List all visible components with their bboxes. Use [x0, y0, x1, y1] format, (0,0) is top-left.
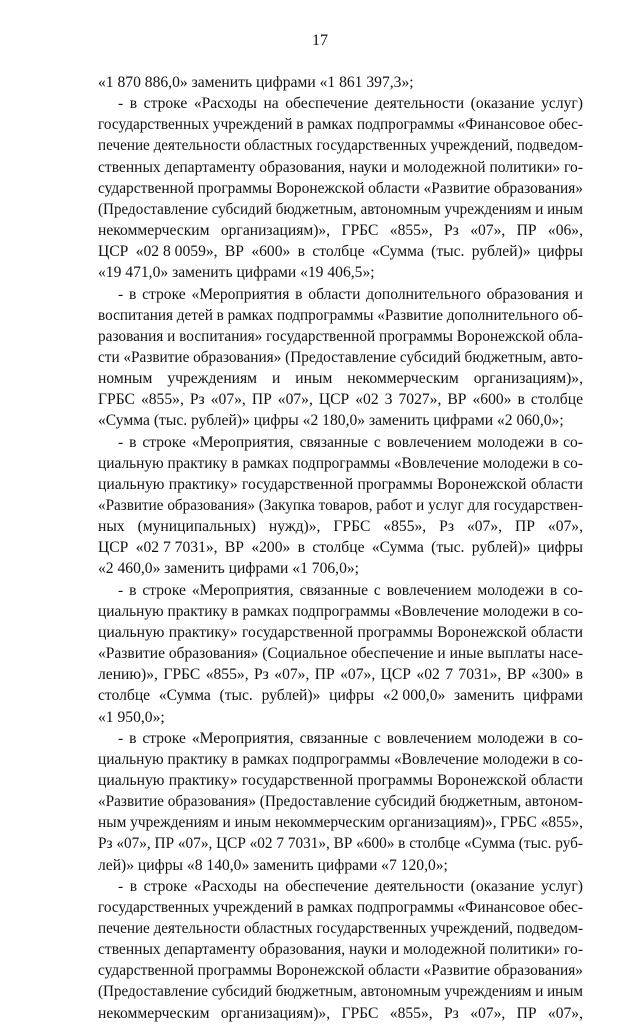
text-line: [0, 242, 640, 262]
text-segment: иным: [295, 370, 333, 388]
text-segment: рублей)»: [261, 687, 321, 705]
page-number: 17: [312, 32, 328, 49]
text-segment: некоммерческим: [98, 1004, 210, 1022]
text-line: [0, 771, 640, 791]
text-line: [0, 285, 640, 305]
text-segment: циальную практику в рамках подпрограммы «Вовлечение молодежи в со-: [98, 750, 583, 768]
text-segment: некоммерческим: [347, 370, 459, 388]
text-segment: сударственной программы Воронежской области «Развитие образования»: [98, 962, 583, 980]
text-line: [0, 348, 640, 368]
text-segment: ЦСР: [98, 539, 129, 557]
text-line: [0, 792, 640, 812]
text-segment: ным учреждениям и иным некоммерческим организациям)», ГРБС «855»,: [98, 814, 583, 832]
text-segment: «Развитие образования» (Закупка товаров, работ и услуг для государствен-: [98, 497, 583, 514]
text-segment: рублей)»: [471, 539, 531, 557]
text-segment: циальную практику» государственной программы Воронежской области: [98, 475, 583, 493]
text-segment: «Сумма: [158, 687, 211, 705]
text-line: [0, 602, 640, 622]
text-segment: (Предоставление субсидий бюджетным, автономным учреждениям и иным: [98, 200, 583, 218]
text-line: [0, 390, 640, 410]
text-line: [0, 115, 640, 135]
text-segment: - в строке «Мероприятия в области дополнительного образования и: [118, 285, 583, 303]
text-segment: Рз: [444, 1004, 459, 1022]
text-segment: - в строке «Мероприятия, связанные с вовлечением молодежи в со-: [118, 433, 583, 451]
text-segment: организациям)»,: [220, 1004, 331, 1022]
text-segment: государственных учреждений в рамках подпрограммы «Финансовое обес-: [98, 116, 583, 134]
text-line: [0, 644, 640, 664]
text-segment: ПР: [515, 518, 535, 536]
text-segment: «07»,: [470, 1004, 506, 1022]
text-segment: (муниципальных): [137, 518, 256, 536]
text-segment: «1 870 886,0» заменить цифрами «1 861 397,3»;: [98, 74, 414, 91]
text-segment: «Развитие образования» (Социальное обеспечение и иные выплаты насе-: [98, 645, 583, 663]
text-segment: государственных учреждений в рамках подпрограммы «Финансовое обес-: [98, 898, 583, 916]
text-segment: ственных департаменту образования, науки и молодежной политики» го-: [98, 158, 583, 176]
text-segment: печение деятельности областных государственных учреждений, подведом-: [98, 920, 583, 937]
text-segment: в: [297, 539, 306, 557]
text-segment: разования и воспитания» государственной программы Воронежской обла-: [98, 327, 583, 345]
text-segment: «600»: [251, 243, 291, 261]
text-segment: цифры: [537, 243, 583, 261]
text-line: [0, 834, 640, 854]
text-segment: ных: [98, 518, 125, 536]
text-line: [0, 686, 640, 706]
text-segment: (тыс.: [219, 687, 253, 705]
text-segment: (Предоставление субсидий бюджетным, автономным учреждениям и иным: [98, 983, 583, 1001]
text-segment: «07»,: [470, 222, 506, 240]
text-line: [0, 940, 640, 960]
text-segment: ПР: [516, 1004, 537, 1022]
text-segment: номным: [98, 370, 153, 388]
text-segment: «Сумма (тыс. рублей)» цифры «2 180,0» заменить цифрами «2 060,0»;: [98, 412, 564, 430]
text-segment: «Сумма: [371, 243, 424, 261]
text-line: [0, 306, 640, 326]
text-segment: (тыс.: [431, 243, 465, 261]
text-segment: ПР: [516, 222, 537, 240]
text-segment: «2 460,0» заменить цифрами «1 706,0»;: [98, 560, 359, 578]
text-line: [0, 200, 640, 220]
text-segment: в: [297, 243, 306, 261]
text-line: [0, 158, 640, 178]
text-segment: Рз: [444, 222, 459, 240]
text-line: [0, 136, 640, 156]
text-line: [0, 750, 640, 770]
text-segment: циальную практику в рамках подпрограммы «Вовлечение молодежи в со-: [98, 602, 583, 620]
text-segment: «2 000,0»: [382, 687, 446, 705]
text-segment: «1 950,0»;: [98, 708, 165, 726]
text-segment: столбце: [312, 243, 365, 261]
text-segment: «07»,: [547, 518, 583, 536]
text-segment: заменить: [454, 687, 515, 705]
text-segment: «Развитие образования» (Предоставление субсидий бюджетным, автоном-: [98, 793, 583, 811]
text-segment: «02 7 7031»,: [135, 539, 218, 557]
text-line: [0, 708, 640, 728]
text-segment: «07»,: [466, 518, 503, 536]
text-segment: воспитания детей в рамках подпрограммы «Развитие дополнительного об-: [98, 306, 583, 324]
text-line: [0, 982, 640, 1002]
text-segment: цифры: [537, 539, 583, 557]
text-segment: лей)» цифры «8 140,0» заменить цифрами «7 120,0»;: [98, 856, 448, 874]
text-segment: «855»,: [389, 1004, 433, 1022]
text-segment: ВР: [224, 243, 244, 261]
text-line: [0, 433, 640, 453]
text-line: [0, 1004, 640, 1024]
text-line: [0, 94, 640, 114]
text-segment: печение деятельности областных государственных учреждений, подведом-: [98, 137, 583, 155]
text-line: [0, 898, 640, 918]
text-line: [0, 877, 640, 897]
text-line: [0, 961, 640, 981]
text-segment: организациям)»,: [473, 370, 583, 388]
text-line: [0, 729, 640, 749]
text-segment: «200»: [251, 539, 291, 557]
text-segment: нужд)»,: [268, 518, 321, 536]
text-line: [0, 496, 640, 516]
text-segment: ВР: [224, 539, 244, 557]
text-segment: цифры: [329, 687, 375, 705]
text-segment: (тыс.: [431, 539, 465, 557]
text-line: [0, 263, 640, 283]
text-segment: «06»,: [547, 222, 583, 240]
text-segment: - в строке «Расходы на обеспечение деятельности (оказание услуг): [118, 877, 583, 895]
text-segment: цифрами: [523, 687, 583, 705]
text-line: [0, 559, 640, 579]
text-line: [0, 517, 640, 537]
text-segment: ГРБС: [333, 518, 371, 536]
text-segment: рублей)»: [471, 243, 531, 261]
text-segment: циальную практику в рамках подпрограммы «Вовлечение молодежи в со-: [98, 454, 583, 472]
text-segment: и: [271, 370, 281, 388]
text-segment: «02 8 0059»,: [135, 243, 218, 261]
text-line: [0, 856, 640, 876]
text-line: [0, 73, 640, 93]
text-line: [0, 327, 640, 347]
text-segment: Рз: [439, 518, 454, 536]
text-segment: столбце: [312, 539, 365, 557]
text-segment: «19 471,0» заменить цифрами «19 406,5»;: [98, 264, 375, 282]
text-segment: - в строке «Расходы на обеспечение деятельности (оказание услуг): [118, 95, 583, 113]
text-segment: ственных департаменту образования, науки и молодежной политики» го-: [98, 941, 583, 959]
text-segment: ГРБС «855», Рз «07», ПР «07», ЦСР «02 3 7027», ВР «600» в столбце: [98, 391, 583, 409]
text-segment: - в строке «Мероприятия, связанные с вовлечением молодежи в со-: [118, 729, 583, 747]
text-segment: - в строке «Мероприятия, связанные с вовлечением молодежи в со-: [118, 581, 583, 599]
text-segment: учреждениям: [167, 370, 258, 388]
text-line: [0, 411, 640, 431]
text-segment: «855»,: [389, 222, 433, 240]
text-segment: организациям)»,: [220, 222, 331, 240]
text-line: [0, 581, 640, 601]
text-segment: «07»,: [547, 1004, 583, 1022]
text-segment: лению)», ГРБС «855», Рз «07», ПР «07», ЦСР «02 7 7031», ВР «300» в: [98, 666, 583, 684]
text-segment: сударственной программы Воронежской области «Развитие образования»: [98, 179, 583, 197]
text-line: [0, 475, 640, 495]
text-segment: столбце: [98, 687, 151, 705]
text-segment: ГРБС: [341, 1004, 379, 1022]
text-segment: «Сумма: [371, 539, 424, 557]
text-segment: ГРБС: [341, 222, 379, 240]
text-line: [0, 221, 640, 241]
text-line: [0, 665, 640, 685]
text-line: [0, 813, 640, 833]
text-segment: «855»,: [383, 518, 427, 536]
text-line: [0, 623, 640, 643]
text-line: [0, 919, 640, 939]
text-segment: ЦСР: [98, 243, 129, 261]
text-segment: некоммерческим: [98, 222, 210, 240]
text-line: [0, 179, 640, 199]
text-segment: циальную практику» государственной программы Воронежской области: [98, 771, 583, 789]
text-line: [0, 538, 640, 558]
text-line: [0, 454, 640, 474]
text-segment: циальную практику» государственной программы Воронежской области: [98, 623, 583, 641]
text-line: [0, 369, 640, 389]
text-segment: сти «Развитие образования» (Предоставление субсидий бюджетным, авто-: [98, 348, 583, 366]
text-segment: Рз «07», ПР «07», ЦСР «02 7 7031», ВР «600» в столбце «Сумма (тыс. руб-: [98, 835, 583, 853]
